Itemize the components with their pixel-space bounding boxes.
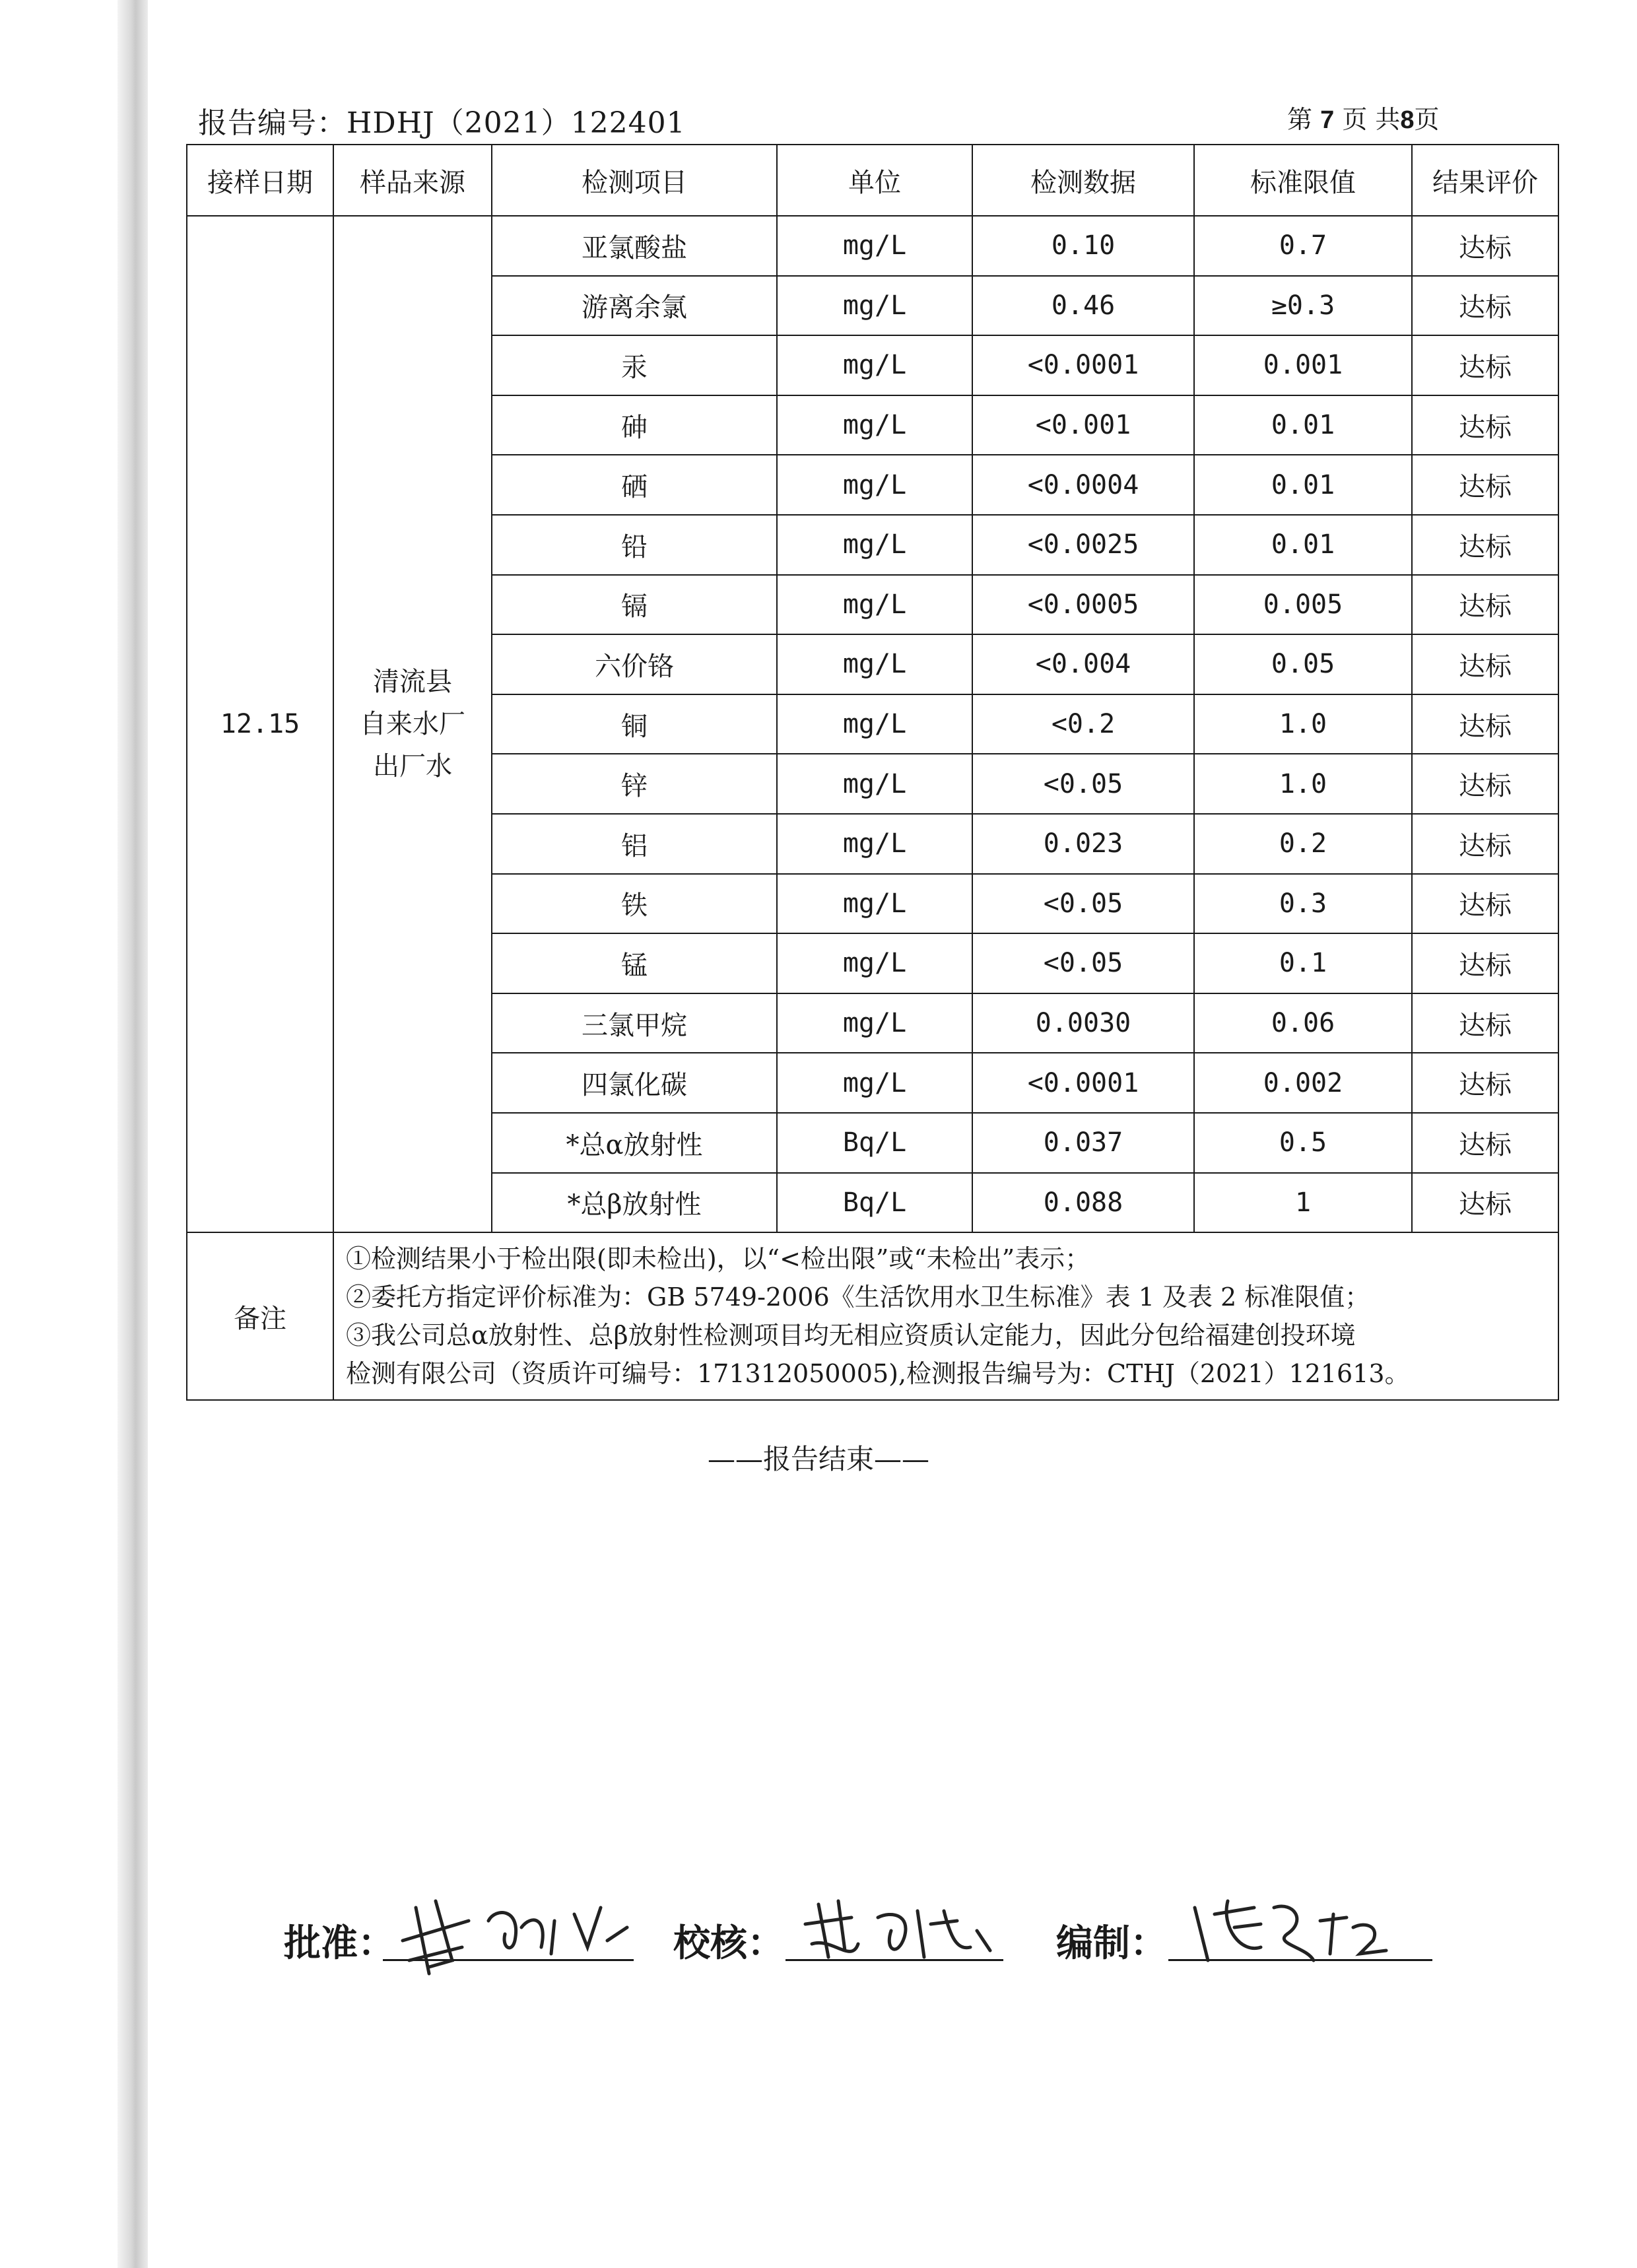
measured-value-cell: <0.001 [972,395,1194,455]
result-cell: 达标 [1412,276,1558,336]
measured-value-cell: <0.0001 [972,1053,1194,1113]
unit-cell: mg/L [777,754,972,814]
column-header: 标准限值 [1194,145,1412,216]
measured-value-cell: <0.05 [972,874,1194,934]
measured-value-cell: 0.0030 [972,993,1194,1053]
standard-limit-cell: 1 [1194,1173,1412,1233]
standard-limit-cell: 0.002 [1194,1053,1412,1113]
binding-strip [117,0,148,2268]
unit-cell: mg/L [777,1053,972,1113]
test-item-cell: 四氯化碳 [492,1053,777,1113]
test-item-cell: *总α放射性 [492,1113,777,1173]
measured-value-cell: <0.05 [972,754,1194,814]
result-cell: 达标 [1412,1053,1558,1113]
measured-value-cell: 0.037 [972,1113,1194,1173]
test-item-cell: 铝 [492,814,777,874]
result-cell: 达标 [1412,515,1558,575]
sample-source-line: 清流县 [373,667,452,698]
sample-date-cell: 12.15 [187,216,333,1232]
unit-cell: mg/L [777,395,972,455]
result-cell: 达标 [1412,1113,1558,1173]
page-current: 7 [1320,106,1335,134]
review-label: 校核： [673,1922,784,1965]
test-item-cell: 硒 [492,455,777,515]
unit-cell: mg/L [777,335,972,395]
unit-cell: mg/L [777,874,972,934]
result-cell: 达标 [1412,575,1558,635]
result-cell: 达标 [1412,335,1558,395]
result-cell: 达标 [1412,814,1558,874]
measured-value-cell: <0.0004 [972,455,1194,515]
test-item-cell: 砷 [492,395,777,455]
unit-cell: mg/L [777,993,972,1053]
standard-limit-cell: 0.3 [1194,874,1412,934]
unit-cell: Bq/L [777,1113,972,1173]
compile-label: 编制： [1056,1922,1167,1965]
notes-row [187,1232,1558,1400]
column-header: 接样日期 [187,145,333,216]
standard-limit-cell: 0.005 [1194,575,1412,635]
page-prefix: 第 [1287,105,1321,134]
measured-value-cell: <0.004 [972,634,1194,694]
test-item-cell: 锌 [492,754,777,814]
unit-cell: Bq/L [777,1173,972,1233]
test-item-cell: 锰 [492,933,777,993]
unit-cell: mg/L [777,933,972,993]
column-header: 单位 [777,145,972,216]
page-middle: 页 共 [1334,105,1401,134]
standard-limit-cell: 0.001 [1194,335,1412,395]
result-cell: 达标 [1412,1173,1558,1233]
result-cell: 达标 [1412,395,1558,455]
test-item-cell: 铅 [492,515,777,575]
report-number-value: HDHJ（2021）122401 [347,106,686,140]
standard-limit-cell: 0.5 [1194,1113,1412,1173]
column-header: 检测数据 [972,145,1194,216]
report-end-mark: ——报告结束—— [707,1443,929,1475]
approve-label: 批准： [284,1922,395,1965]
table-row [187,216,1558,276]
notes-content [333,1232,1558,1400]
column-header: 样品来源 [333,145,492,216]
measured-value-cell: 0.46 [972,276,1194,336]
unit-cell: mg/L [777,634,972,694]
result-cell: 达标 [1412,933,1558,993]
result-cell: 达标 [1412,874,1558,934]
compile-signature [1182,1881,1419,1974]
result-cell: 达标 [1412,216,1558,276]
test-item-cell: 三氯甲烷 [492,993,777,1053]
test-item-cell: 游离余氯 [492,276,777,336]
measured-value-cell: <0.0001 [972,335,1194,395]
note-line: ③我公司总α放射性、总β放射性检测项目均无相应资质认定能力，因此分包给福建创投环境 [346,1321,1356,1351]
sample-source-line: 自来水厂 [360,709,465,740]
test-item-cell: 汞 [492,335,777,395]
note-line: ②委托方指定评价标准为：GB 5749-2006《生活饮用水卫生标准》表 1 及表 2 标准限值； [346,1283,1370,1312]
column-header: 结果评价 [1412,145,1558,216]
review-signature [792,1884,1003,1977]
standard-limit-cell: 0.01 [1194,515,1412,575]
sample-source-line: 出厂水 [373,751,452,782]
standard-limit-cell: 0.01 [1194,455,1412,515]
unit-cell: mg/L [777,276,972,336]
unit-cell: mg/L [777,455,972,515]
page-suffix: 页 [1414,105,1440,134]
test-item-cell: 铁 [492,874,777,934]
column-header: 检测项目 [492,145,777,216]
standard-limit-cell: 0.2 [1194,814,1412,874]
standard-limit-cell: 1.0 [1194,754,1412,814]
standard-limit-cell: 0.01 [1194,395,1412,455]
measured-value-cell: 0.10 [972,216,1194,276]
note-line: 检测有限公司（资质许可编号：171312050005),检测报告编号为：CTHJ（2021）121613。 [346,1359,1410,1389]
test-item-cell: 镉 [492,575,777,635]
standard-limit-cell: 0.05 [1194,634,1412,694]
note-line: ①检测结果小于检出限(即未检出)，以“<检出限”或“未检出”表示； [346,1244,1090,1274]
page-indicator [1287,99,1440,135]
test-item-cell: *总β放射性 [492,1173,777,1233]
standard-limit-cell: 0.7 [1194,216,1412,276]
result-cell: 达标 [1412,455,1558,515]
results-table [186,144,1559,1401]
test-item-cell: 亚氯酸盐 [492,216,777,276]
standard-limit-cell: 0.06 [1194,993,1412,1053]
page-total: 8 [1400,106,1415,134]
test-item-cell: 六价铬 [492,634,777,694]
signature-row [284,1901,1492,1974]
standard-limit-cell: 0.1 [1194,933,1412,993]
standard-limit-cell: ≥0.3 [1194,276,1412,336]
report-number [198,99,686,141]
measured-value-cell: <0.2 [972,694,1194,754]
measured-value-cell: <0.0005 [972,575,1194,635]
unit-cell: mg/L [777,575,972,635]
result-cell: 达标 [1412,634,1558,694]
measured-value-cell: 0.088 [972,1173,1194,1233]
unit-cell: mg/L [777,814,972,874]
table-header-row [187,145,1558,216]
sample-source-cell [333,216,492,1232]
result-cell: 达标 [1412,993,1558,1053]
standard-limit-cell: 1.0 [1194,694,1412,754]
approve-signature [389,1881,640,1980]
measured-value-cell: <0.05 [972,933,1194,993]
unit-cell: mg/L [777,216,972,276]
report-number-label: 报告编号： [198,106,347,140]
measured-value-cell: 0.023 [972,814,1194,874]
unit-cell: mg/L [777,694,972,754]
unit-cell: mg/L [777,515,972,575]
result-cell: 达标 [1412,754,1558,814]
result-cell: 达标 [1412,694,1558,754]
measured-value-cell: <0.0025 [972,515,1194,575]
test-item-cell: 铜 [492,694,777,754]
notes-label: 备注 [187,1232,333,1400]
